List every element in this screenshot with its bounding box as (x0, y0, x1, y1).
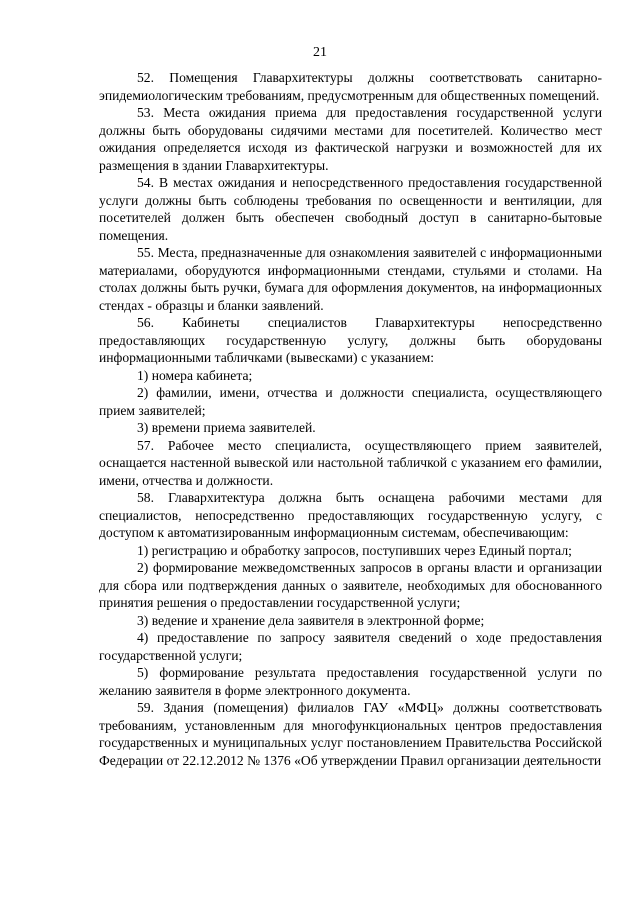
list-item-58-5: 5) формирование результата предоставления государственной услуги по желанию заявителя в форме электронного документа. (99, 665, 602, 698)
paragraph-56: 56. Кабинеты специалистов Главархитектуры непосредственно предоставляющих государственную услугу, должны быть оборудованы информационными табличками (вывесками) с указанием: (99, 315, 602, 365)
paragraph-54: 54. В местах ожидания и непосредственного предоставления государственной услуги должны быть соблюдены требования по освещенности и вентиляции, для посетителей должен быть обеспечен свободный доступ в санитарно-бытовые помещения. (99, 175, 602, 243)
list-item-58-3: 3) ведение и хранение дела заявителя в электронной форме; (137, 612, 485, 628)
page-number: 21 (313, 45, 327, 60)
list-item-58-4: 4) предоставление по запросу заявителя сведений о ходе предоставления государственной услуги; (99, 630, 602, 663)
paragraph-59: 59. Здания (помещения) филиалов ГАУ «МФЦ» должны соответствовать требованиям, установленным для многофункциональных центров предоставления государственных и муниципальных услуг постановлением Правительства Российской Федерации от 22.12.2012 № 1376 «Об утверждении Правил организации деятельности (99, 700, 602, 768)
document-body (99, 69, 602, 769)
list-item-56-3: 3) времени приема заявителей. (137, 420, 316, 435)
paragraph-55: 55. Места, предназначенные для ознакомления заявителей с информационными материалами, оборудуются информационными стендами, стульями и столами. На столах должны быть ручки, бумага для оформления документов, на информационных стендах - образцы и бланки заявлений. (99, 245, 602, 313)
paragraph-57: 57. Рабочее место специалиста, осуществляющего прием заявителей, оснащается настенной вывеской или настольной табличкой с указанием его фамилии, имени, отчества и должности. (99, 437, 602, 488)
list-item-56-1: 1) номера кабинета; (137, 367, 253, 383)
list-item-58-1: 1) регистрацию и обработку запросов, поступивших через Единый портал; (137, 542, 572, 558)
paragraph-58: 58. Главархитектура должна быть оснащена рабочими местами для специалистов, непосредственно предоставляющих государственную услугу, с доступом к автоматизированным информационным системам, обеспечивающим: (99, 490, 602, 540)
paragraph-53: 53. Места ожидания приема для предоставления государственной услуги должны быть оборудованы сидячими местами для посетителей. Количество мест ожидания определяется исходя из фактической нагрузки и возможностей для их размещения в здании Главархитектуры. (99, 105, 602, 173)
list-item-58-2: 2) формирование межведомственных запросов в органы власти и организации для сбора или подтверждения данных о заявителе, необходимых для обоснованного принятия решения о предоставлении государственной услуги; (99, 560, 602, 610)
paragraph-52: 52. Помещения Главархитектуры должны соответствовать санитарно-эпидемиологическим требованиям, предусмотренным для общественных помещений. (99, 70, 602, 103)
list-item-56-2: 2) фамилии, имени, отчества и должности специалиста, осуществляющего прием заявителей; (99, 385, 602, 418)
